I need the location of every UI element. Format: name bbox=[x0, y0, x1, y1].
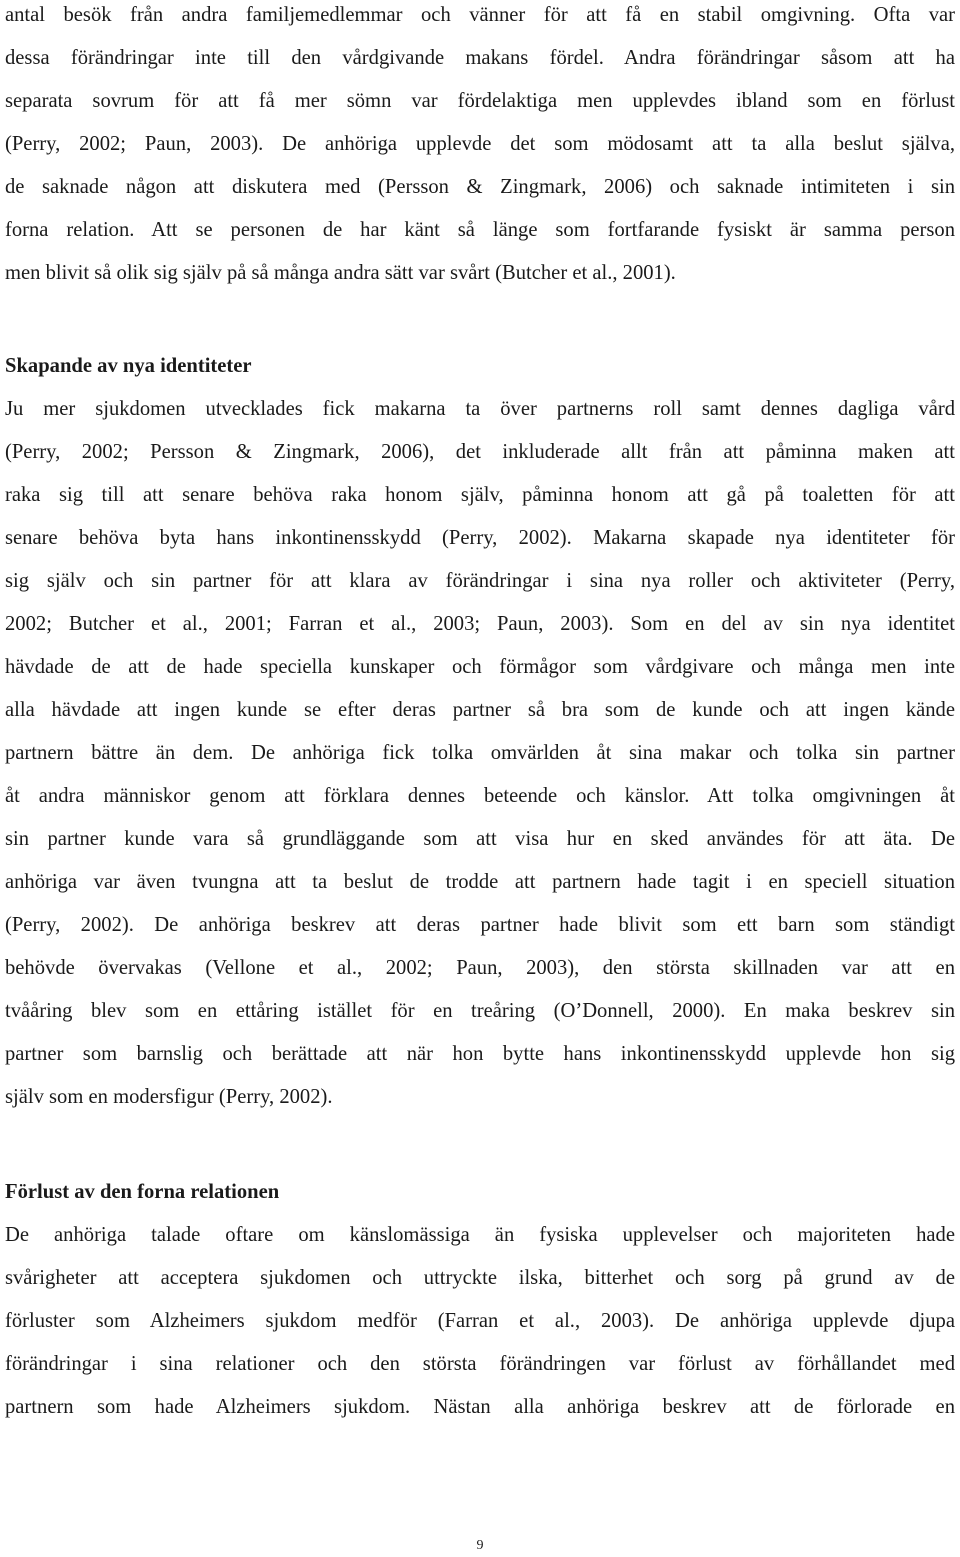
paragraph-line: men blivit så olik sig själv på så många andra sätt var svårt (Butcher et al., 2001). bbox=[5, 262, 676, 284]
paragraph-line: de saknade någon att diskutera med (Persson & Zingmark, 2006) och saknade intimiteten i sin bbox=[5, 176, 955, 198]
paragraph-line: anhöriga var även tvungna att ta beslut de trodde att partnern hade tagit i en speciell situation bbox=[5, 871, 955, 893]
paragraph-line: raka sig till att senare behöva raka honom själv, påminna honom att gå på toaletten för att bbox=[5, 484, 955, 506]
paragraph-line: sin partner kunde vara så grundläggande som att visa hur en sked användes för att äta. De bbox=[5, 828, 955, 850]
paragraph-line: 2002; Butcher et al., 2001; Farran et al., 2003; Paun, 2003). Som en del av sin nya identitet bbox=[5, 613, 955, 635]
paragraph-line: forna relation. Att se personen de har känt så länge som fortfarande fysiskt är samma person bbox=[5, 219, 955, 241]
paragraph-line: hävdade de att de hade speciella kunskaper och förmågor som vårdgivare och många men inte bbox=[5, 656, 955, 678]
paragraph-line: partnern som hade Alzheimers sjukdom. Nästan alla anhöriga beskrev att de förlorade en bbox=[5, 1396, 955, 1418]
paragraph-line: separata sovrum för att få mer sömn var fördelaktiga men upplevdes ibland som en förlust bbox=[5, 90, 955, 112]
section-heading: Förlust av den forna relationen bbox=[5, 1181, 280, 1203]
paragraph-line: Ju mer sjukdomen utvecklades fick makarna ta över partnerns roll samt dennes dagliga vård bbox=[5, 398, 955, 420]
paragraph-line: partnern bättre än dem. De anhöriga fick tolka omvärlden åt sina makar och tolka sin partner bbox=[5, 742, 955, 764]
paragraph-line: sig själv och sin partner för att klara av förändringar i sina nya roller och aktiviteter (Perry, bbox=[5, 570, 955, 592]
paragraph-line: förluster som Alzheimers sjukdom medför (Farran et al., 2003). De anhöriga upplevde djupa bbox=[5, 1310, 955, 1332]
paragraph-line: dessa förändringar inte till den vårdgivande makans fördel. Andra förändringar såsom att ha bbox=[5, 47, 955, 69]
paragraph-line: tvååring blev som en ettåring istället för en treåring (O’Donnell, 2000). En maka beskrev sin bbox=[5, 1000, 955, 1022]
paragraph-line: De anhöriga talade oftare om känslomässiga än fysiska upplevelser och majoriteten hade bbox=[5, 1224, 955, 1246]
paragraph-line: antal besök från andra familjemedlemmar och vänner för att få en stabil omgivning. Ofta var bbox=[5, 4, 955, 26]
paragraph-line: själv som en modersfigur (Perry, 2002). bbox=[5, 1086, 333, 1108]
paragraph-line: (Perry, 2002; Paun, 2003). De anhöriga upplevde det som mödosamt att ta alla beslut själva, bbox=[5, 133, 955, 155]
paragraph-line: behövde övervakas (Vellone et al., 2002; Paun, 2003), den största skillnaden var att en bbox=[5, 957, 955, 979]
paragraph-line: senare behöva byta hans inkontinensskydd (Perry, 2002). Makarna skapade nya identiteter för bbox=[5, 527, 955, 549]
page-number: 9 bbox=[476, 1538, 484, 1553]
paragraph-line: svårigheter att acceptera sjukdomen och uttryckte ilska, bitterhet och sorg på grund av de bbox=[5, 1267, 955, 1289]
paragraph-line: åt andra människor genom att förklara dennes beteende och känslor. Att tolka omgivningen åt bbox=[5, 785, 955, 807]
paragraph-line: partner som barnslig och berättade att när hon bytte hans inkontinensskydd upplevde hon sig bbox=[5, 1043, 955, 1065]
section-heading: Skapande av nya identiteter bbox=[5, 355, 252, 377]
paragraph-line: (Perry, 2002; Persson & Zingmark, 2006), det inkluderade allt från att påminna maken att bbox=[5, 441, 955, 463]
paragraph-line: alla hävdade att ingen kunde se efter deras partner så bra som de kunde och att ingen kände bbox=[5, 699, 955, 721]
paragraph-line: förändringar i sina relationer och den största förändringen var förlust av förhållandet med bbox=[5, 1353, 955, 1375]
paragraph-line: (Perry, 2002). De anhöriga beskrev att deras partner hade blivit som ett barn som ständigt bbox=[5, 914, 955, 936]
